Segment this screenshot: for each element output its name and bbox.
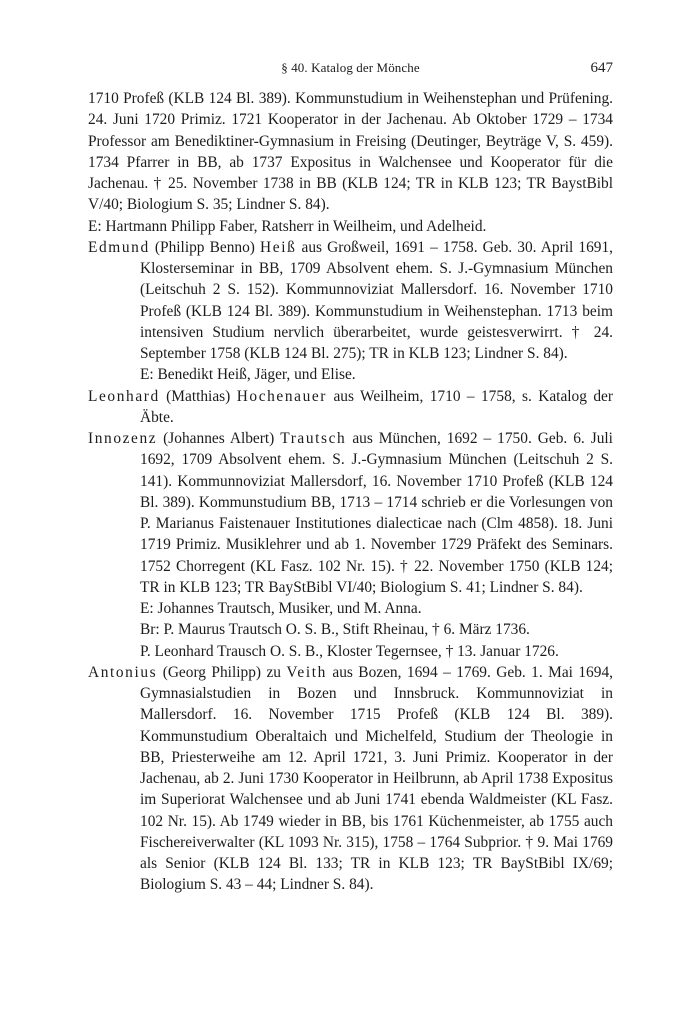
catalog-entry — [88, 386, 613, 429]
entry-paragraph — [88, 428, 613, 598]
entry-text: aus Großweil, 1691 – 1758. Geb. 30. April 1691, Klosterseminar in BB, 1709 Absolvent ehem. S. J.-Gymnasium München (Leitschuh 2 S. 152). Kommunnoviziat Mallersdorf. 16. November 1710 Profeß (KLB 124 Bl. 389). Kommunstudium in Weihenstephan. 1713 beim intensiven Studium nervlich überarbeitet, wurde geistesverwirrt. † 24. September 1758 (KLB 124 Bl. 275); TR in KLB 123; Lindner S. 84). — [140, 238, 613, 362]
surname: Veith — [286, 663, 327, 681]
page-number: 647 — [590, 60, 613, 76]
religious-name: Antonius — [88, 663, 158, 681]
catalog-entry — [88, 237, 613, 386]
baptismal-name: (Matthias) — [166, 387, 231, 405]
parents-text: E: Johannes Trautsch, Musiker, und M. Anna. — [140, 600, 422, 617]
religious-name: Innozenz — [88, 430, 158, 447]
religious-name: Leonhard — [88, 387, 160, 405]
continuation-paragraph — [88, 88, 613, 216]
entry-brother — [140, 641, 613, 662]
entry-paragraph — [88, 386, 613, 429]
entry-brother — [140, 619, 613, 640]
entry-paragraph — [88, 662, 613, 896]
baptismal-name: (Johannes Albert) — [163, 430, 275, 447]
catalog-text — [88, 88, 613, 896]
entry-text: aus München, 1692 – 1750. Geb. 6. Juli 1692, 1709 Absolvent ehem. S. J.-Gymnasium München (Leitschuh 2 S. 141). Kommunnoviziat Mallersdorf, 16. November 1710 Profeß (KLB 124 Bl. 389). Kommunstudium BB, 1713 – 1714 schrieb er die Vorlesungen von P. Marianus Faistenauer Institutiones dialecticae nach (Clm 4858). 18. Juni 1719 Primiz. Musiklehrer und ab 1. November 1729 Präfekt des Seminars. 1752 Chorregent (KL Fasz. 102 Nr. 15). † 22. November 1750 (KLB 124; TR in KLB 123; TR BayStBibl VI/40; Biologium S. 41; Lindner S. 84). — [140, 430, 613, 596]
entry-parents — [140, 364, 613, 385]
continuation-parents — [88, 216, 613, 237]
entry-text: aus Weilheim, 1710 – 1758, s. Katalog der Äbte. — [140, 387, 613, 426]
surname: Hochenauer — [236, 387, 328, 405]
entry-parents — [140, 598, 613, 619]
religious-name: Edmund — [88, 238, 150, 256]
parents-text: E: Benedikt Heiß, Jäger, und Elise. — [140, 366, 356, 384]
surname: Trautsch — [280, 430, 347, 447]
entry-paragraph — [88, 237, 613, 365]
parents-text: E: Hartmann Philipp Faber, Ratsherr in Weilheim, und Adelheid. — [88, 217, 487, 235]
running-title: § 40. Katalog der Mönche — [281, 60, 420, 75]
baptismal-name: (Philipp Benno) — [154, 238, 255, 256]
catalog-entry — [88, 428, 613, 662]
baptismal-name: (Georg Philipp) zu — [162, 663, 281, 681]
catalog-entry — [88, 662, 613, 896]
entry-text: aus Bozen, 1694 – 1769. Geb. 1. Mai 1694, Gymnasialstudien in Bozen und Innsbruck. Kommunnoviziat in Mallersdorf. 16. November 1715 Profeß (KLB 124 Bl. 389). Kommunstudium Oberaltaich und Michelfeld, Studium der Theologie in BB, Priesterweihe am 12. April 1721, 3. Juni Primiz. Kooperator in der Jachenau, ab 2. Juni 1730 Kooperator in Heilbrunn, ab April 1738 Expositus im Superiorat Walchensee und ab Juni 1741 ebenda Waldmeister (KL Fasz. 102 Nr. 15). Ab 1749 wieder in BB, bis 1761 Küchenmeister, ab 1755 auch Fischereiverwalter (KL 1093 Nr. 315), 1758 – 1764 Subprior. † 9. Mai 1769 als Senior (KLB 124 Bl. 133; TR in KLB 123; TR BayStBibl IX/69; Biologium S. 43 – 44; Lindner S. 84). — [140, 663, 613, 894]
brother-text: Br: P. Maurus Trautsch O. S. B., Stift Rheinau, † 6. März 1736. — [140, 621, 530, 639]
surname: Heiß — [260, 238, 297, 256]
continuation-text: 1710 Profeß (KLB 124 Bl. 389). Kommunstudium in Weihenstephan und Prüfening. 24. Juni 1720 Primiz. 1721 Kooperator in der Jachenau. Ab Oktober 1729 – 1734 Professor am Benediktiner-Gymnasium in Freising (Deutinger, Beyträge V, S. 459). 1734 Pfarrer in BB, ab 1737 Expositus in Walchensee und Kooperator für die Jachenau. † 25. November 1738 in BB (KLB 124; TR in KLB 123; TR BaystBibl V/40; Biologium S. 35; Lindner S. 84). — [88, 90, 613, 214]
brother-text: P. Leonhard Trausch O. S. B., Kloster Tegernsee, † 13. Januar 1726. — [140, 642, 559, 660]
running-head — [88, 60, 613, 80]
